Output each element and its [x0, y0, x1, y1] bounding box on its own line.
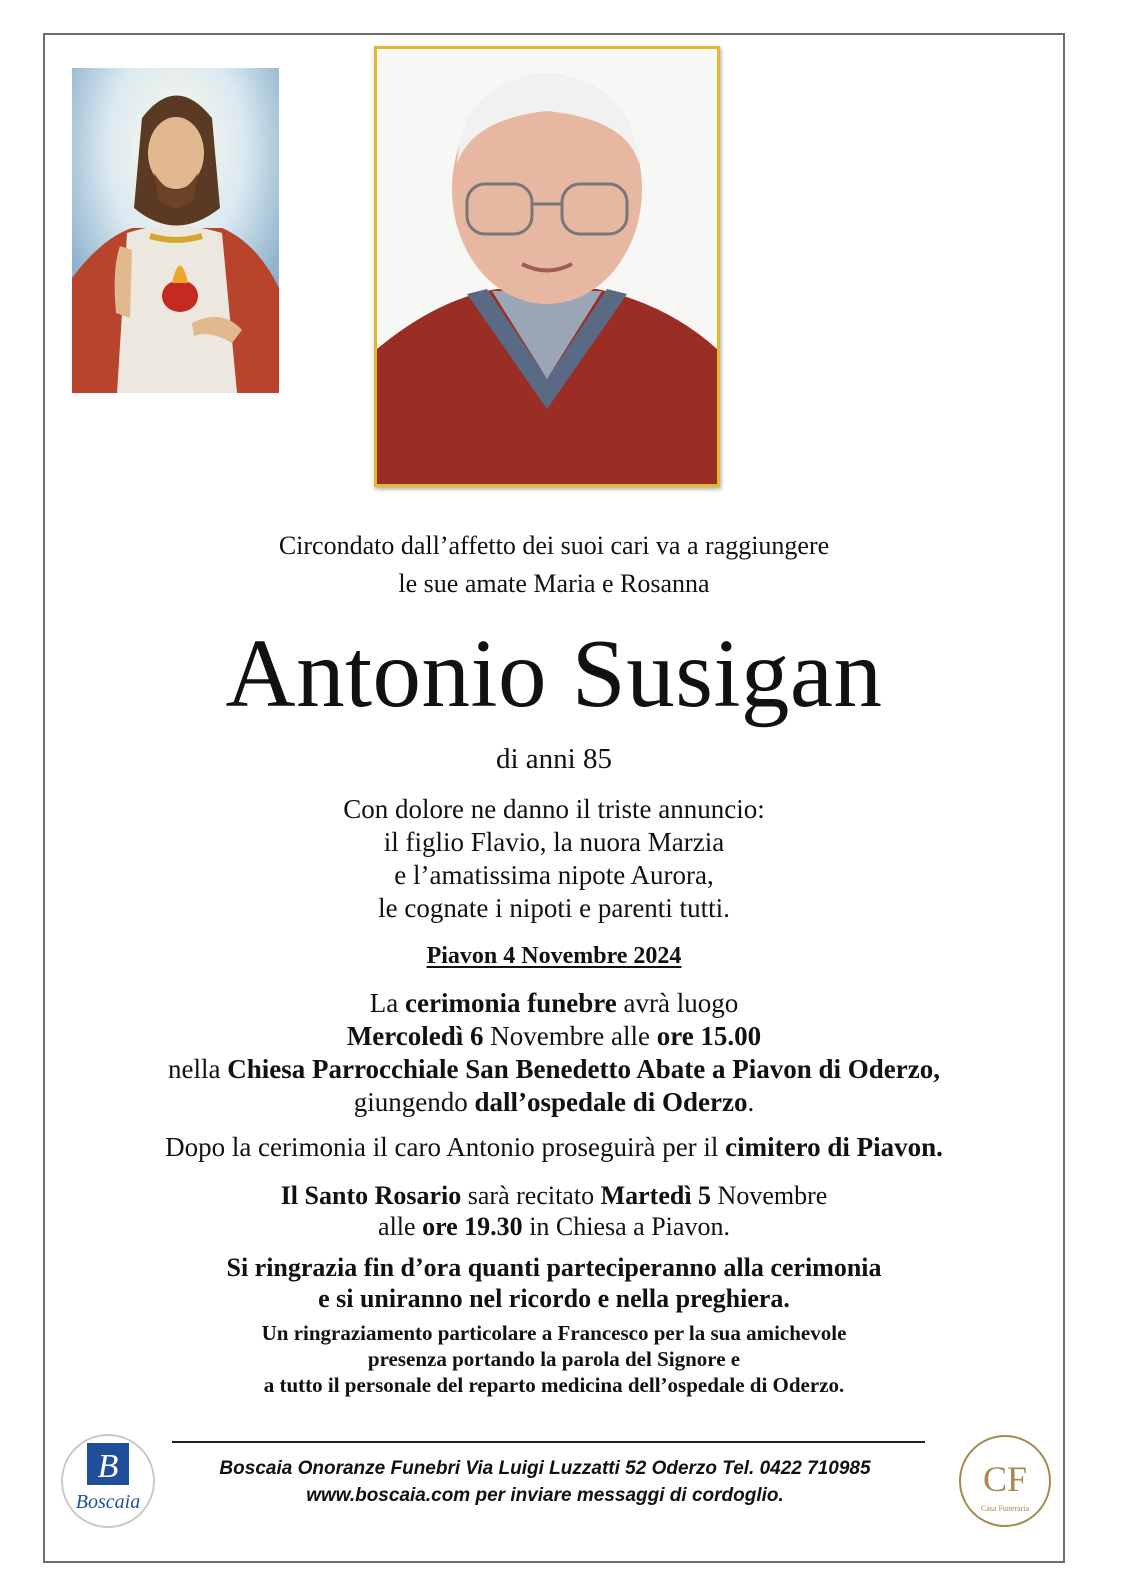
casa-funeraria-text: Casa Funeraria: [980, 1504, 1030, 1513]
thanks-line: e si uniranno nel ricordo e nella preghiera.: [318, 1284, 790, 1313]
ceremony-text: avrà luogo: [616, 988, 739, 1018]
portrait-photo: [374, 46, 720, 487]
rosary-emphasis: Martedì 5: [600, 1181, 712, 1210]
footer-address: Boscaia Onoranze Funebri Via Luigi Luzzatti 52 Oderzo Tel. 0422 710985: [219, 1458, 871, 1479]
boscaia-logo: [60, 1433, 156, 1529]
rosary-line: [60, 1180, 1048, 1211]
date-line: [60, 940, 1048, 972]
announcement-line: e l’amatissima nipote Aurora,: [394, 860, 714, 890]
burial-info: [60, 1131, 1048, 1164]
special-thanks: [60, 1320, 1048, 1398]
rosary-text: alle: [378, 1212, 423, 1241]
sacred-heart-image: [72, 68, 279, 393]
ceremony-text: La: [369, 988, 406, 1018]
special-thanks-line: presenza portando la parola del Signore e: [367, 1347, 741, 1371]
ceremony-text: giungendo: [353, 1087, 475, 1117]
ceremony-line: [60, 1086, 1048, 1119]
ceremony-line: [60, 1020, 1048, 1053]
date-text: Piavon 4 Novembre 2024: [426, 943, 682, 969]
announcement: [60, 793, 1048, 925]
rosary-line: [60, 1211, 1048, 1242]
announcement-line: Con dolore ne danno il triste annuncio:: [343, 794, 765, 824]
ceremony-text: nella: [168, 1054, 228, 1084]
ceremony-text: Novembre alle: [483, 1021, 657, 1051]
boscaia-logo-monogram: B: [97, 1448, 119, 1485]
deceased-name: Antonio Susigan: [225, 620, 883, 727]
burial-text: Dopo la cerimonia il caro Antonio proseguirà per il: [165, 1132, 726, 1162]
ceremony-emphasis: ore 15.00: [656, 1021, 762, 1051]
rosary-text: sarà recitato: [461, 1181, 601, 1210]
casa-funeraria-logo: [957, 1433, 1053, 1529]
intro-line: Circondato dall’affetto dei suoi cari va a raggiungere: [278, 531, 830, 560]
intro-text: [60, 527, 1048, 603]
intro-line: le sue amate Maria e Rosanna: [398, 569, 710, 598]
ceremony-text: .: [747, 1087, 755, 1117]
rosary-text: Novembre: [711, 1181, 828, 1210]
special-thanks-line: Un ringraziamento particolare a Francesco per la sua amichevole: [261, 1321, 847, 1345]
ceremony-emphasis: Mercoledì 6: [346, 1021, 484, 1051]
footer-website: www.boscaia.com per inviare messaggi di cordoglio.: [306, 1485, 784, 1506]
thanks-line: Si ringrazia fin d’ora quanti parteciperanno alla cerimonia: [226, 1253, 882, 1282]
rosary-emphasis: ore 19.30: [422, 1212, 523, 1241]
special-thanks-line: a tutto il personale del reparto medicina dell’ospedale di Oderzo.: [263, 1373, 845, 1397]
ceremony-emphasis: Chiesa Parrocchiale San Benedetto Abate a Piavon di Oderzo,: [227, 1054, 940, 1084]
ceremony-emphasis: dall’ospedale di Oderzo: [474, 1087, 748, 1117]
thanks-text: [60, 1252, 1048, 1314]
casa-funeraria-monogram: CF: [982, 1459, 1028, 1499]
rosary-emphasis: Il Santo Rosario: [280, 1181, 462, 1210]
announcement-line: le cognate i nipoti e parenti tutti.: [378, 893, 730, 923]
announcement-line: il figlio Flavio, la nuora Marzia: [383, 827, 725, 857]
rosary-text: in Chiesa a Piavon.: [522, 1212, 730, 1241]
ceremony-line: [60, 987, 1048, 1020]
ceremony-info: [60, 987, 1048, 1119]
ceremony-line: [60, 1053, 1048, 1086]
footer-divider: [172, 1441, 925, 1443]
burial-emphasis: cimitero di Piavon.: [725, 1132, 943, 1162]
age-text: di anni 85: [496, 743, 612, 775]
boscaia-logo-text: Boscaia: [75, 1491, 141, 1513]
ceremony-emphasis: cerimonia funebre: [405, 988, 617, 1018]
rosary-info: [60, 1180, 1048, 1242]
